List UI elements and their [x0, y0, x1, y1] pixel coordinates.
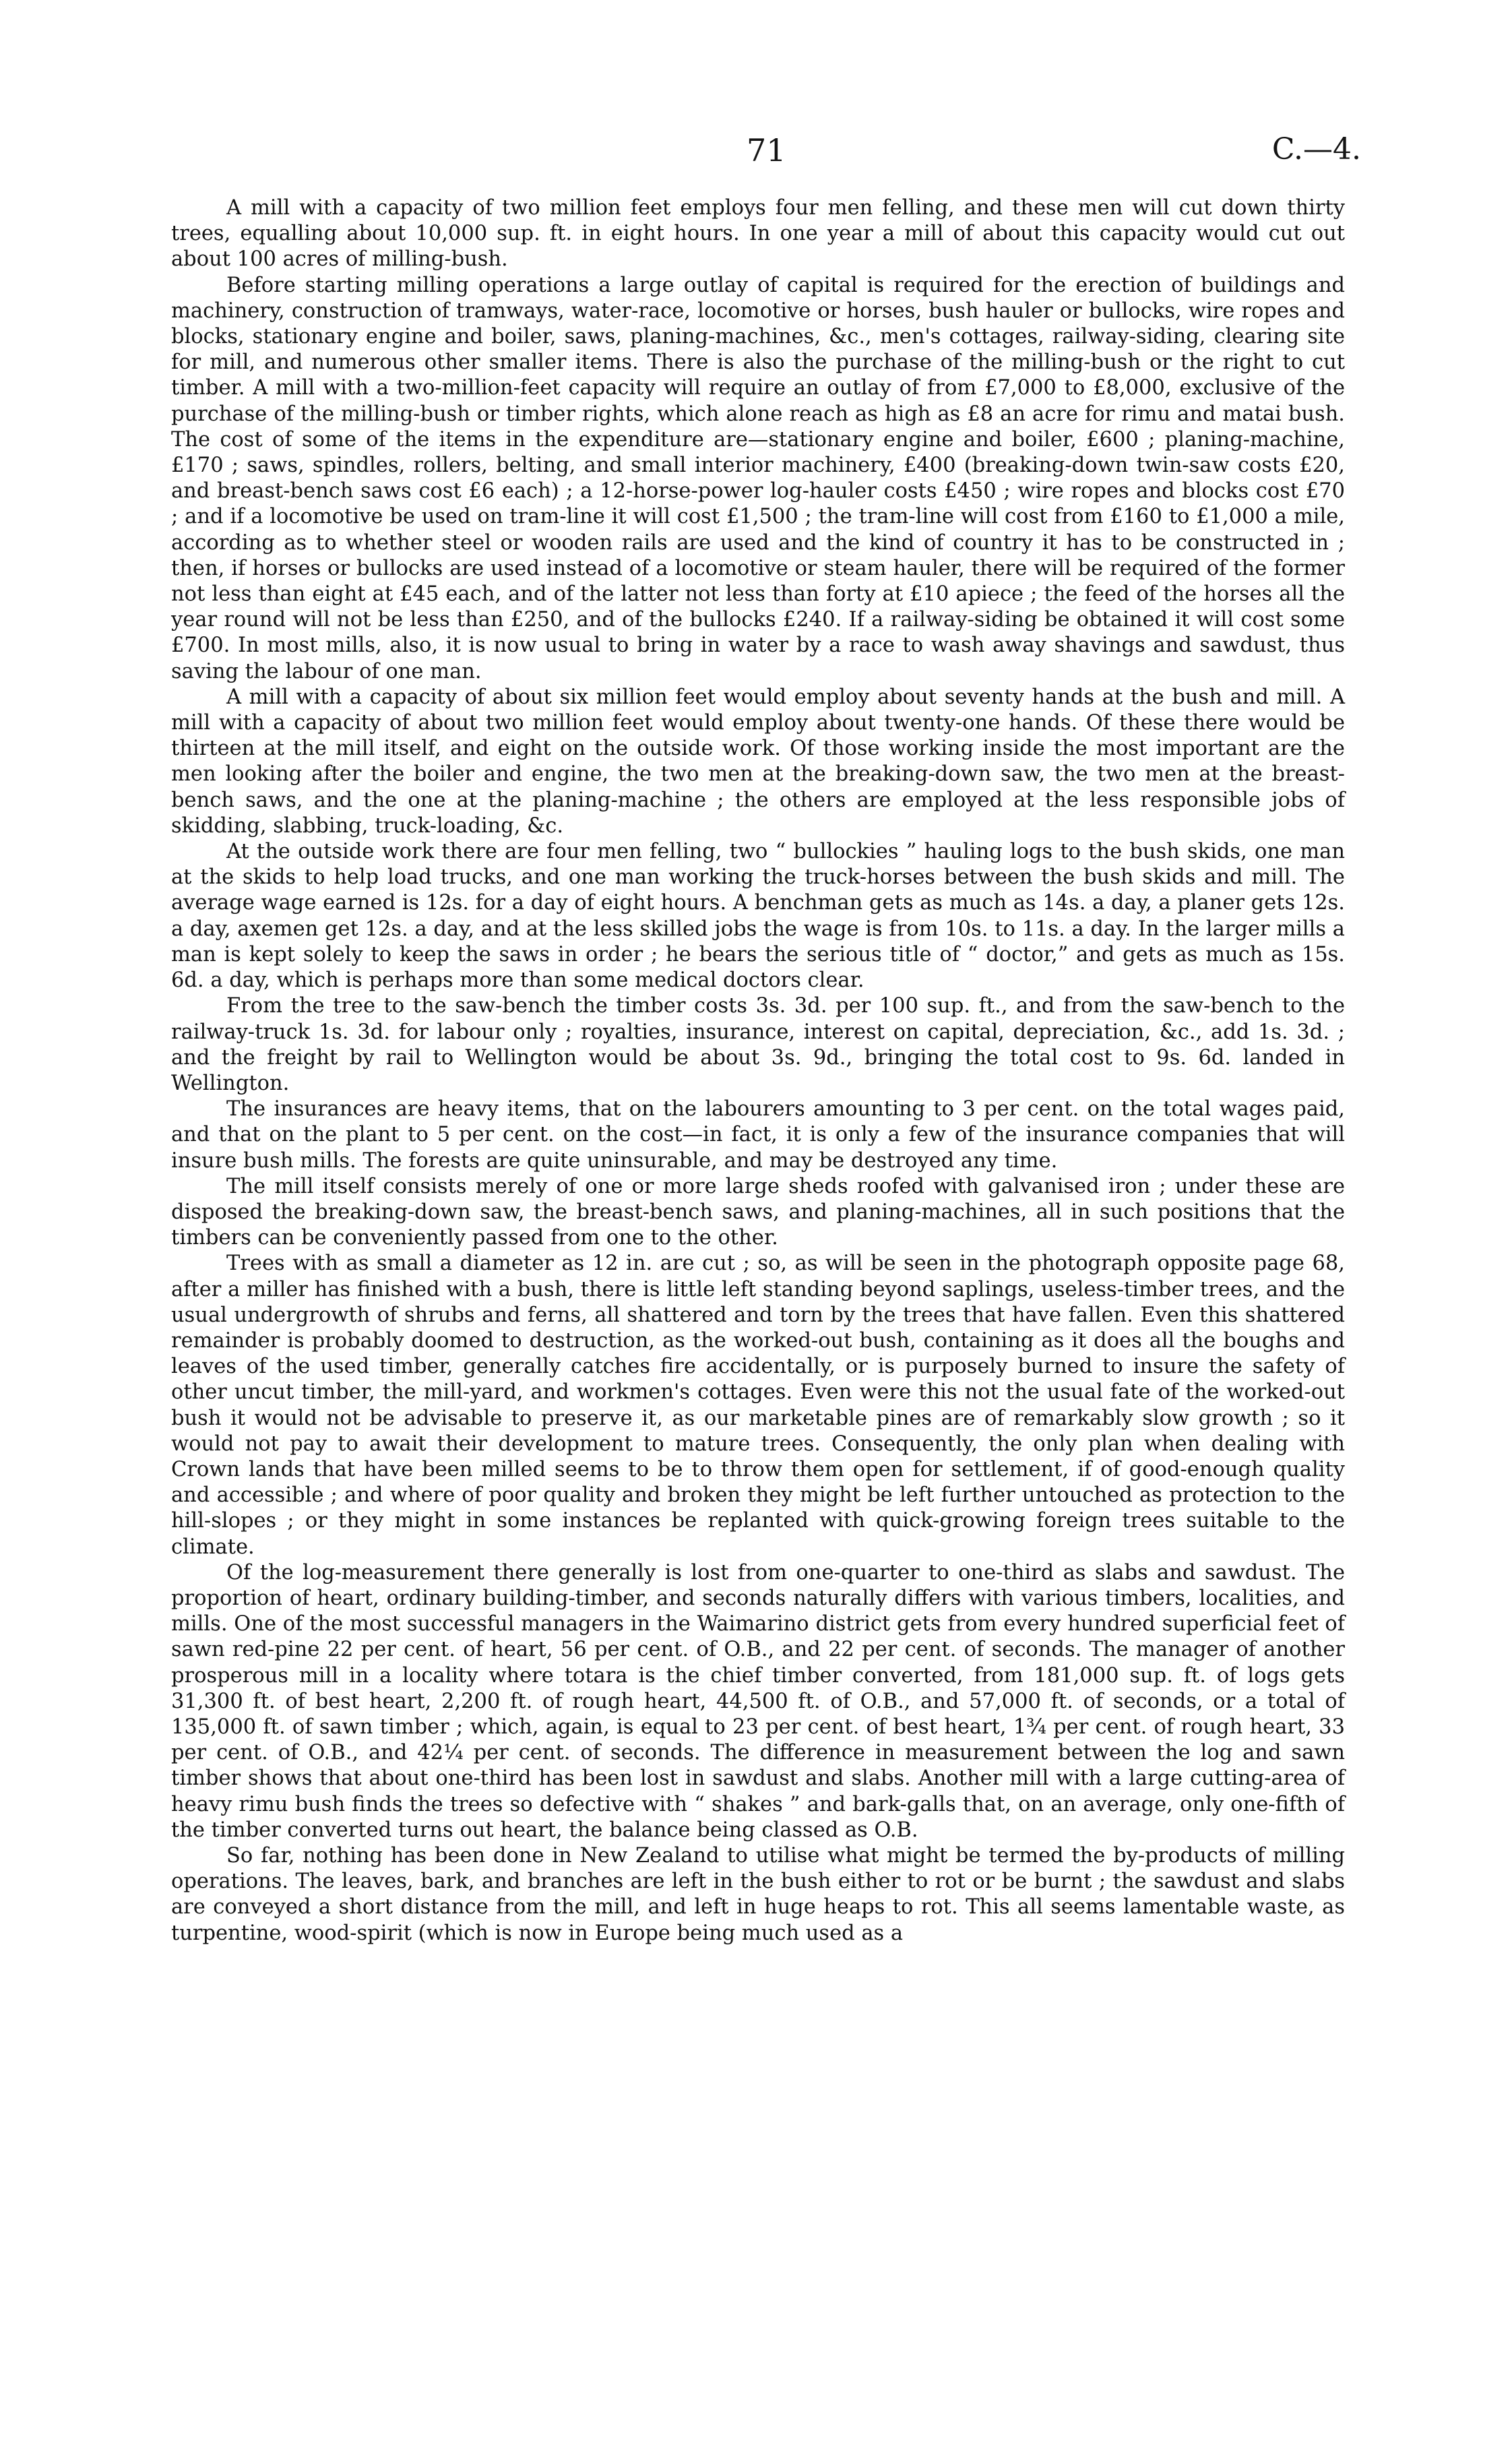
- paragraph-mill-structure: The mill itself consists merely of one or more large sheds roofed with galvanised iron ; under these are disposed the breaking-down saw, the breast-bench saws, and planing-machines, all in such positions that the timbers can be conveniently passed from one to the other.: [171, 1174, 1345, 1250]
- page-number: 71: [747, 132, 786, 168]
- body-text: [171, 195, 1345, 1946]
- paragraph-insurances: The insurances are heavy items, that on the labourers amounting to 3 per cent. on the total wages paid, and that on the plant to 5 per cent. on the cost—in fact, it is only a few of the insurance companies that will insure bush mills. The forests are quite uninsurable, and may be destroyed any time.: [171, 1097, 1345, 1173]
- paragraph-capital-outlay: Before starting milling operations a large outlay of capital is required for the erection of buildings and machinery, construction of tramways, water-race, locomotive or horses, bush hauler or bullocks, wire ropes and blocks, stationary engine and boiler, saws, planing-machines, &c., men's cottages, railway-siding, clearing site for mill, and numerous other smaller items. There is also the purchase of the milling-bush or the right to cut timber. A mill with a two-million-feet capacity will require an outlay of from £7,000 to £8,000, exclusive of the purchase of the milling-bush or timber rights, which alone reach as high as £8 an acre for rimu and matai bush. The cost of some of the items in the expenditure are—stationary engine and boiler, £600 ; planing-machine, £170 ; saws, spindles, rollers, belting, and small interior machinery, £400 (breaking-down twin-saw costs £20, and breast-bench saws cost £6 each) ; a 12-horse-power log-hauler costs £450 ; wire ropes and blocks cost £70 ; and if a locomotive be used on tram-line it will cost £1,500 ; the tram-line will cost from £160 to £1,000 a mile, according as to whether steel or wooden rails are used and the kind of country it has to be constructed in ; then, if horses or bullocks are used instead of a locomotive or steam hauler, there will be required of the former not less than eight at £45 each, and of the latter not less than forty at £10 apiece ; the feed of the horses all the year round will not be less than £250, and of the bullocks £240. If a railway-siding be obtained it will cost some £700. In most mills, also, it is now usual to bring in water by a race to wash away shavings and sawdust, thus saving the labour of one man.: [171, 273, 1345, 683]
- paragraph-worked-out-bush: Trees with as small a diameter as 12 in. are cut ; so, as will be seen in the photograph opposite page 68, after a miller has finished with a bush, there is little left standing beyond saplings, useless-timber trees, and the usual undergrowth of shrubs and ferns, all shattered and torn by the trees that have fallen. Even this shattered remainder is probably doomed to destruction, as the worked-out bush, containing as it does all the boughs and leaves of the used timber, generally catches fire accidentally, or is purposely burned to insure the safety of other uncut timber, the mill-yard, and workmen's cottages. Even were this not the usual fate of the worked-out bush it would not be advisable to preserve it, as our marketable pines are of remarkably slow growth ; so it would not pay to await their development to mature trees. Consequently, the only plan when dealing with Crown lands that have been milled seems to be to throw them open for settlement, if of good-enough quality and accessible ; and where of poor quality and broken they might be left further untouched as protection to the hill-slopes ; or they might in some instances be replanted with quick-growing foreign trees suitable to the climate.: [171, 1252, 1345, 1559]
- paragraph-outside-work-wages: At the outside work there are four men felling, two “ bullockies ” hauling logs to the bush skids, one man at the skids to help load trucks, and one man working the truck-horses between the bush skids and mill. The average wage earned is 12s. for a day of eight hours. A benchman gets as much as 14s. a day, a planer gets 12s. a day, axemen get 12s. a day, and at the less skilled jobs the wage is from 10s. to 11s. a day. In the larger mills a man is kept solely to keep the saws in order ; he bears the serious title of “ doctor,” and gets as much as 15s. 6d. a day, which is perhaps more than some medical doctors clear.: [171, 840, 1345, 993]
- document-id: C.—4.: [1271, 132, 1361, 166]
- paragraph-hands-employed: A mill with a capacity of about six million feet would employ about seventy hands at the bush and mill. A mill with a capacity of about two million feet would employ about twenty-one hands. Of these there would be thirteen at the mill itself, and eight on the outside work. Of those working inside the most important are the men looking after the boiler and engine, the two men at the breaking-down saw, the two men at the breast-bench saws, and the one at the planing-machine ; the others are employed at the less responsible jobs of skidding, slabbing, truck-loading, &c.: [171, 685, 1345, 838]
- paragraph-log-measurement: Of the log-measurement there generally is lost from one-quarter to one-third as slabs and sawdust. The proportion of heart, ordinary building-timber, and seconds naturally differs with various timbers, localities, and mills. One of the most successful managers in the Waimarino district gets from every hundred superficial feet of sawn red-pine 22 per cent. of heart, 56 per cent. of O.B., and 22 per cent. of seconds. The manager of another prosperous mill in a locality where totara is the chief timber converted, from 181,000 sup. ft. of logs gets 31,300 ft. of best heart, 2,200 ft. of rough heart, 44,500 ft. of O.B., and 57,000 ft. of seconds, or a total of 135,000 ft. of sawn timber ; which, again, is equal to 23 per cent. of best heart, 1¾ per cent. of rough heart, 33 per cent. of O.B., and 42¼ per cent. of seconds. The difference in measurement between the log and sawn timber shows that about one-third has been lost in sawdust and slabs. Another mill with a large cutting-area of heavy rimu bush finds the trees so defective with “ shakes ” and bark-galls that, on an average, only one-fifth of the timber converted turns out heart, the balance being classed as O.B.: [171, 1560, 1345, 1842]
- paragraph-mill-capacity: A mill with a capacity of two million feet employs four men felling, and these men will cut down thirty trees, equalling about 10,000 sup. ft. in eight hours. In one year a mill of about this capacity would cut out about 100 acres of milling-bush.: [171, 196, 1345, 272]
- paragraph-timber-costs: From the tree to the saw-bench the timber costs 3s. 3d. per 100 sup. ft., and from the saw-bench to the railway-truck 1s. 3d. for labour only ; royalties, insurance, interest on capital, depreciation, &c., add 1s. 3d. ; and the freight by rail to Wellington would be about 3s. 9d., bringing the total cost to 9s. 6d. landed in Wellington.: [171, 994, 1345, 1095]
- paragraph-by-products: So far, nothing has been done in New Zealand to utilise what might be termed the by-products of milling operations. The leaves, bark, and branches are left in the bush either to rot or be burnt ; the sawdust and slabs are conveyed a short distance from the mill, and left in huge heaps to rot. This all seems lamentable waste, as turpentine, wood-spirit (which is now in Europe being much used as a: [171, 1844, 1345, 1945]
- page-header: [0, 132, 1512, 179]
